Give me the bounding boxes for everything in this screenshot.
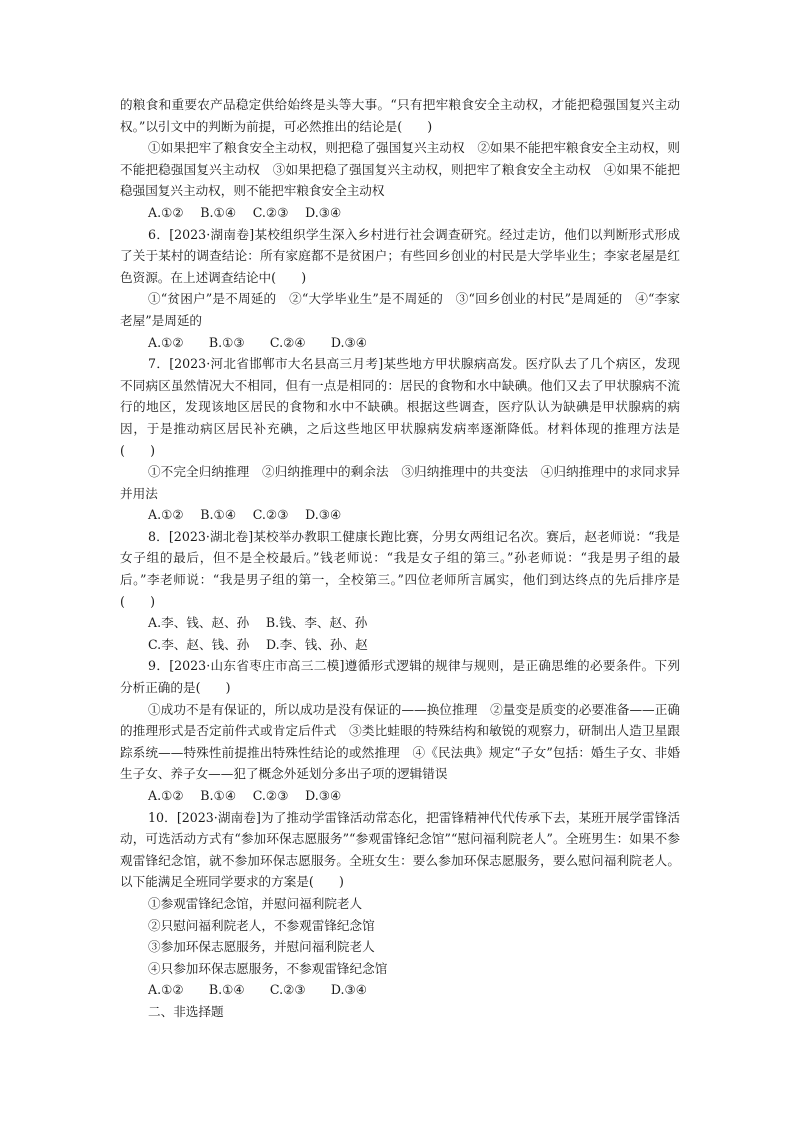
q6-items: ①“贫困户”是不周延的 ②“大学毕业生”是不周延的 ③“回乡创业的村民”是周延的 ④“李家老屋”是周延的 <box>120 291 680 328</box>
q10-options: A.①② B.①④ C.②③ D.③④ <box>148 982 368 998</box>
q10-item-1: ①参观雷锋纪念馆，并慰问福利院老人 <box>148 895 363 911</box>
q8-option-c: C.李、赵、钱、孙 <box>148 636 250 652</box>
q6-options: A.①② B.①③ C.②④ D.③④ <box>148 334 368 350</box>
q10-item-3: ③参加环保志愿服务，并慰问福利院老人 <box>148 939 375 955</box>
q8-option-d: D.李、钱、孙、赵 <box>265 636 368 652</box>
q10-item-2: ②只慰问福利院老人，不参观雷锋纪念馆 <box>148 917 375 933</box>
q10-stem: 10．[2023·湖南卷]为了推动学雷锋活动常态化，把雷锋精神代代传承下去，某班开展学雷锋活动，可选活动方式有“参加环保志愿服务”“参观雷锋纪念馆”“慰问福利院老人”。全班男生：如果不参观雷锋纪念馆，就不参加环保志愿服务。全班女生：要么参加环保志愿服务，要么慰问福利院老人。以下能满足全班同学要求的方案是( ) <box>120 809 680 890</box>
q7-items: ①不完全归纳推理 ②归纳推理中的剩余法 ③归纳推理中的共变法 ④归纳推理中的求同求异并用法 <box>120 464 680 501</box>
q5-items: ①如果把牢了粮食安全主动权，则把稳了强国复兴主动权 ②如果不能把牢粮食安全主动权，则不能把稳强国复兴主动权 ③如果把稳了强国复兴主动权，则把牢了粮食安全主动权 ④如果不能把稳强国复兴主动权，则不能把牢粮食安全主动权 <box>120 140 680 199</box>
q6-stem: 6．[2023·湖南卷]某校组织学生深入乡村进行社会调查研究。经过走访，他们以判断形式形成了关于某村的调查结论：所有家庭都不是贫困户；有些回乡创业的村民是大学毕业生；李家老屋是红色资源。在上述调查结论中( ) <box>120 226 680 285</box>
q7-stem: 7．[2023·河北省邯郸市大名县高三月考]某些地方甲状腺病高发。医疗队去了几个病区，发现不同病区虽然情况大不相同，但有一点是相同的：居民的食物和水中缺碘。他们又去了甲状腺病不流行的地区，发现该地区居民的食物和水中不缺碘。根据这些调查，医疗队认为缺碘是甲状腺病的病因，于是推动病区居民补充碘，之后这些地区甲状腺病发病率逐渐降低。材料体现的推理方法是( ) <box>120 356 680 458</box>
q5-stem: 的粮食和重要农产品稳定供给始终是头等大事。“只有把牢粮食安全主动权，才能把稳强国复兴主动权。”以引文中的判断为前提，可必然推出的结论是( ) <box>120 97 680 134</box>
section-heading: 二、非选择题 <box>148 1003 224 1019</box>
document-page <box>120 94 680 1023</box>
q9-options: A.①② B.①④ C.②③ D.③④ <box>148 788 342 803</box>
q5-options: A.①② B.①④ C.②③ D.③④ <box>148 204 342 220</box>
q8-options-row1 <box>120 612 680 634</box>
q8-option-b: B.钱、李、赵、孙 <box>265 615 368 631</box>
q7-options: A.①② B.①④ C.②③ D.③④ <box>148 507 342 523</box>
q8-option-a: A.李、钱、赵、孙 <box>148 615 250 631</box>
q10-item-4: ④只参加环保志愿服务，不参观雷锋纪念馆 <box>148 960 388 976</box>
q8-stem: 8．[2023·湖北卷]某校举办教职工健康长跑比赛，分男女两组记名次。赛后，赵老师说：“我是女子组的最后，但不是全校最后。”钱老师说：“我是女子组的第三。”孙老师说：“我是男子组的最后。”李老师说：“我是男子组的第一，全校第三。”四位老师所言属实，他们到达终点的先后排序是( ) <box>120 528 680 609</box>
q8-options-row2 <box>120 634 680 656</box>
q9-items: ①成功不是有保证的，所以成功是没有保证的——换位推理 ②量变是质变的必要准备——正确的推理形式是否定前件式或肯定后件式 ③类比蛙眼的特殊结构和敏锐的观察力，研制出人造卫星跟踪系统——特殊性前提推出特殊性结论的或然推理 ④《民法典》规定“子女”包括：婚生子女、非婚生子女、养子女——犯了概念外延划分多出子项的逻辑错误 <box>120 701 680 782</box>
q9-stem: 9．[2023·山东省枣庄市高三二模]遵循形式逻辑的规律与规则，是正确思维的必要条件。下列分析正确的是( ) <box>120 658 680 696</box>
